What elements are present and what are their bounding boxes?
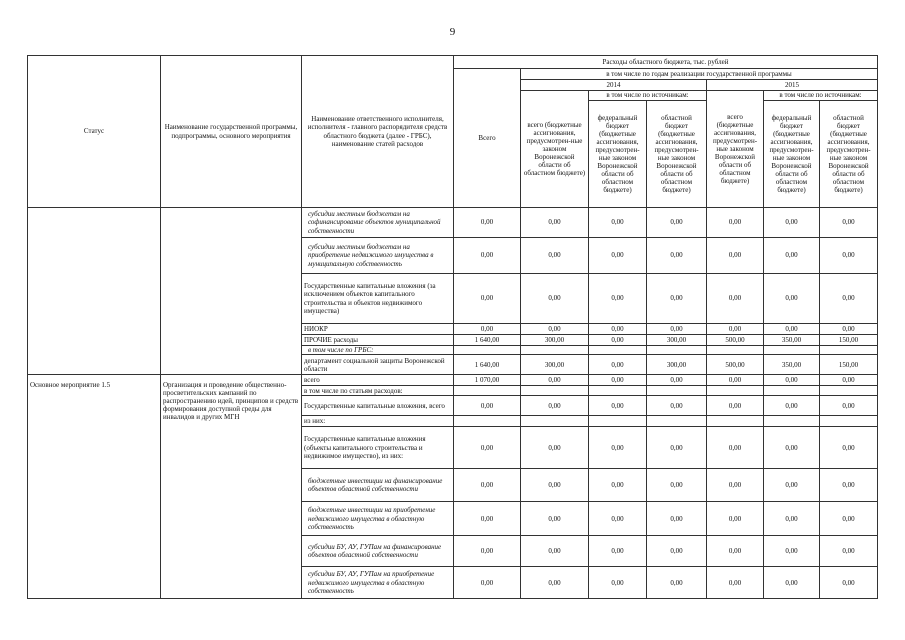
page-number: 9: [449, 26, 456, 38]
value-cell: 0,00: [589, 324, 647, 335]
value-cell: 0,00: [820, 274, 878, 324]
value-cell: 0,00: [589, 536, 647, 567]
value-cell: 0,00: [707, 536, 764, 567]
value-cell: [454, 386, 521, 396]
value-cell: 0,00: [820, 567, 878, 599]
value-cell: 0,00: [521, 502, 589, 536]
row-label: бюджетные инвестиции на финансирование объектов областной собственности: [302, 469, 454, 502]
value-cell: 0,00: [764, 208, 820, 238]
value-cell: 0,00: [589, 355, 647, 375]
value-cell: 0,00: [820, 427, 878, 469]
value-cell: [589, 416, 647, 427]
header-2015-by-sources: в том числе по источникам:: [764, 91, 878, 101]
header-year-2014: 2014: [521, 80, 707, 91]
value-cell: 0,00: [820, 502, 878, 536]
value-cell: [820, 386, 878, 396]
value-cell: 0,00: [589, 396, 647, 416]
main-event-name: Организация и проведение общественно-просветительских кампаний по распространению идей, принципов и средств формирования доступной среды для инвалидов и других МГН: [161, 375, 302, 599]
status-cell-continued: [28, 208, 161, 375]
main-event-status: Основное мероприятие 1.5: [28, 375, 161, 599]
value-cell: 1 640,00: [454, 335, 521, 346]
header-by-years: в том числе по годам реализации государственной программы: [521, 69, 878, 80]
value-cell: [521, 416, 589, 427]
value-cell: 0,00: [589, 427, 647, 469]
value-cell: 0,00: [764, 396, 820, 416]
value-cell: 0,00: [764, 502, 820, 536]
value-cell: [589, 386, 647, 396]
value-cell: 0,00: [521, 396, 589, 416]
header-2014-all: всего (бюджетные ассигнования, предусмотрен-ные законом Воронежской области об областном бюджете): [521, 91, 589, 208]
value-cell: [647, 386, 707, 396]
value-cell: 0,00: [820, 324, 878, 335]
value-cell: [707, 386, 764, 396]
value-cell: 0,00: [454, 396, 521, 416]
header-program-name: Наименование государственной программы, подпрограммы, основного мероприятия: [161, 56, 302, 208]
value-cell: 0,00: [707, 208, 764, 238]
value-cell: 0,00: [764, 567, 820, 599]
value-cell: 0,00: [454, 536, 521, 567]
row-label: бюджетные инвестиции на приобретение недвижимого имущества в областную собственность: [302, 502, 454, 536]
header-2015-regional: областной бюджет (бюджетные ассигнования, предусмотрен-ные законом Воронежской области об областном бюджете): [820, 101, 878, 208]
value-cell: 500,00: [707, 355, 764, 375]
value-cell: [707, 346, 764, 355]
value-cell: 150,00: [820, 355, 878, 375]
value-cell: [707, 416, 764, 427]
value-cell: 0,00: [589, 238, 647, 274]
value-cell: 0,00: [764, 427, 820, 469]
value-cell: [647, 416, 707, 427]
value-cell: 0,00: [707, 502, 764, 536]
value-cell: 0,00: [820, 536, 878, 567]
row-label: субсидии БУ, АУ, ГУПам на приобретение недвижимого имущества в областную собственность: [302, 567, 454, 599]
row-label: из них:: [302, 416, 454, 427]
value-cell: 350,00: [764, 355, 820, 375]
value-cell: 0,00: [521, 536, 589, 567]
header-2014-by-sources: в том числе по источникам:: [589, 91, 707, 101]
header-year-2015: 2015: [707, 80, 878, 91]
value-cell: 350,00: [764, 335, 820, 346]
value-cell: 300,00: [647, 335, 707, 346]
header-2015-federal: федеральный бюджет (бюджетные ассигнования, предусмотрен-ные законом Воронежской области об областном бюджете): [764, 101, 820, 208]
value-cell: 0,00: [764, 274, 820, 324]
value-cell: 0,00: [454, 324, 521, 335]
row-label: субсидии местным бюджетам на приобретение недвижимого имущества в муниципальную собственность: [302, 238, 454, 274]
value-cell: 0,00: [521, 208, 589, 238]
value-cell: 0,00: [647, 469, 707, 502]
value-cell: 300,00: [647, 355, 707, 375]
value-cell: [820, 346, 878, 355]
value-cell: 500,00: [707, 335, 764, 346]
header-2015-all: всего (бюджетные ассигнования, предусмотрен-ные законом Воронежской области об областном бюджете): [707, 91, 764, 208]
value-cell: 0,00: [764, 375, 820, 386]
header-2014-regional: областной бюджет (бюджетные ассигнования, предусмотрен-ные законом Воронежской области об областном бюджете): [647, 101, 707, 208]
row-label: субсидии БУ, АУ, ГУПам на финансирование объектов областной собственности: [302, 536, 454, 567]
program-cell-continued: [161, 208, 302, 375]
header-status: Статус: [28, 56, 161, 208]
value-cell: 0,00: [454, 274, 521, 324]
value-cell: 0,00: [454, 208, 521, 238]
row-label: Государственные капитальные вложения (за исключением объектов капитального строительства и объектов недвижимого имущества): [302, 274, 454, 324]
value-cell: [521, 386, 589, 396]
table-row: [28, 208, 878, 238]
value-cell: 0,00: [647, 567, 707, 599]
value-cell: [647, 346, 707, 355]
value-cell: [454, 416, 521, 427]
value-cell: [764, 386, 820, 396]
value-cell: 300,00: [521, 335, 589, 346]
value-cell: 0,00: [647, 375, 707, 386]
value-cell: 1 070,00: [454, 375, 521, 386]
row-label: всего: [302, 375, 454, 386]
value-cell: 0,00: [454, 502, 521, 536]
value-cell: 0,00: [521, 324, 589, 335]
value-cell: 0,00: [521, 567, 589, 599]
header-total: Всего: [454, 69, 521, 208]
value-cell: 0,00: [820, 469, 878, 502]
value-cell: 0,00: [820, 238, 878, 274]
row-label: НИОКР: [302, 324, 454, 335]
value-cell: 0,00: [820, 396, 878, 416]
value-cell: 0,00: [764, 238, 820, 274]
value-cell: [521, 346, 589, 355]
value-cell: 0,00: [647, 324, 707, 335]
value-cell: 0,00: [589, 274, 647, 324]
value-cell: [764, 346, 820, 355]
value-cell: 0,00: [764, 469, 820, 502]
row-label: ПРОЧИЕ расходы: [302, 335, 454, 346]
value-cell: 0,00: [521, 238, 589, 274]
value-cell: 0,00: [589, 567, 647, 599]
value-cell: 0,00: [764, 324, 820, 335]
row-label: в том числе по статьям расходов:: [302, 386, 454, 396]
header-executor: Наименование ответственного исполнителя, исполнителя - главного распорядителя средств областного бюджета (далее - ГРБС), наименование статей расходов: [302, 56, 454, 208]
value-cell: 0,00: [647, 427, 707, 469]
value-cell: 0,00: [764, 536, 820, 567]
value-cell: 0,00: [707, 427, 764, 469]
value-cell: 0,00: [589, 502, 647, 536]
value-cell: [764, 416, 820, 427]
row-label: субсидии местным бюджетам на софинансирование объектов муниципальной собственности: [302, 208, 454, 238]
value-cell: 0,00: [647, 274, 707, 324]
value-cell: [454, 346, 521, 355]
value-cell: 0,00: [707, 396, 764, 416]
value-cell: 0,00: [521, 274, 589, 324]
value-cell: [589, 346, 647, 355]
header-expenses: Расходы областного бюджета, тыс. рублей: [454, 56, 878, 69]
value-cell: 150,00: [820, 335, 878, 346]
value-cell: 1 640,00: [454, 355, 521, 375]
value-cell: 0,00: [707, 469, 764, 502]
value-cell: 0,00: [707, 274, 764, 324]
row-label: Государственные капитальные вложения (объекты капитального строительства и недвижимое имущество), из них:: [302, 427, 454, 469]
value-cell: 0,00: [589, 335, 647, 346]
value-cell: 0,00: [521, 427, 589, 469]
value-cell: 300,00: [521, 355, 589, 375]
value-cell: 0,00: [589, 375, 647, 386]
value-cell: 0,00: [707, 238, 764, 274]
value-cell: [820, 416, 878, 427]
value-cell: 0,00: [820, 375, 878, 386]
value-cell: 0,00: [647, 502, 707, 536]
value-cell: 0,00: [707, 567, 764, 599]
value-cell: 0,00: [647, 208, 707, 238]
value-cell: 0,00: [454, 238, 521, 274]
value-cell: 0,00: [454, 469, 521, 502]
value-cell: 0,00: [647, 536, 707, 567]
value-cell: 0,00: [647, 396, 707, 416]
row-label: в том числе по ГРБС:: [302, 346, 454, 355]
value-cell: 0,00: [454, 567, 521, 599]
value-cell: 0,00: [647, 238, 707, 274]
value-cell: 0,00: [454, 427, 521, 469]
table-row: [28, 375, 878, 386]
value-cell: 0,00: [589, 469, 647, 502]
value-cell: 0,00: [707, 324, 764, 335]
value-cell: 0,00: [589, 208, 647, 238]
row-label: Государственные капитальные вложения, всего: [302, 396, 454, 416]
value-cell: 0,00: [707, 375, 764, 386]
header-2014-federal: федеральный бюджет (бюджетные ассигнования, предусмотрен-ные законом Воронежской области об областном бюджете): [589, 101, 647, 208]
value-cell: 0,00: [820, 208, 878, 238]
budget-table: [27, 55, 878, 599]
row-label: департамент социальной защиты Воронежской области: [302, 355, 454, 375]
value-cell: 0,00: [521, 469, 589, 502]
value-cell: 0,00: [521, 375, 589, 386]
